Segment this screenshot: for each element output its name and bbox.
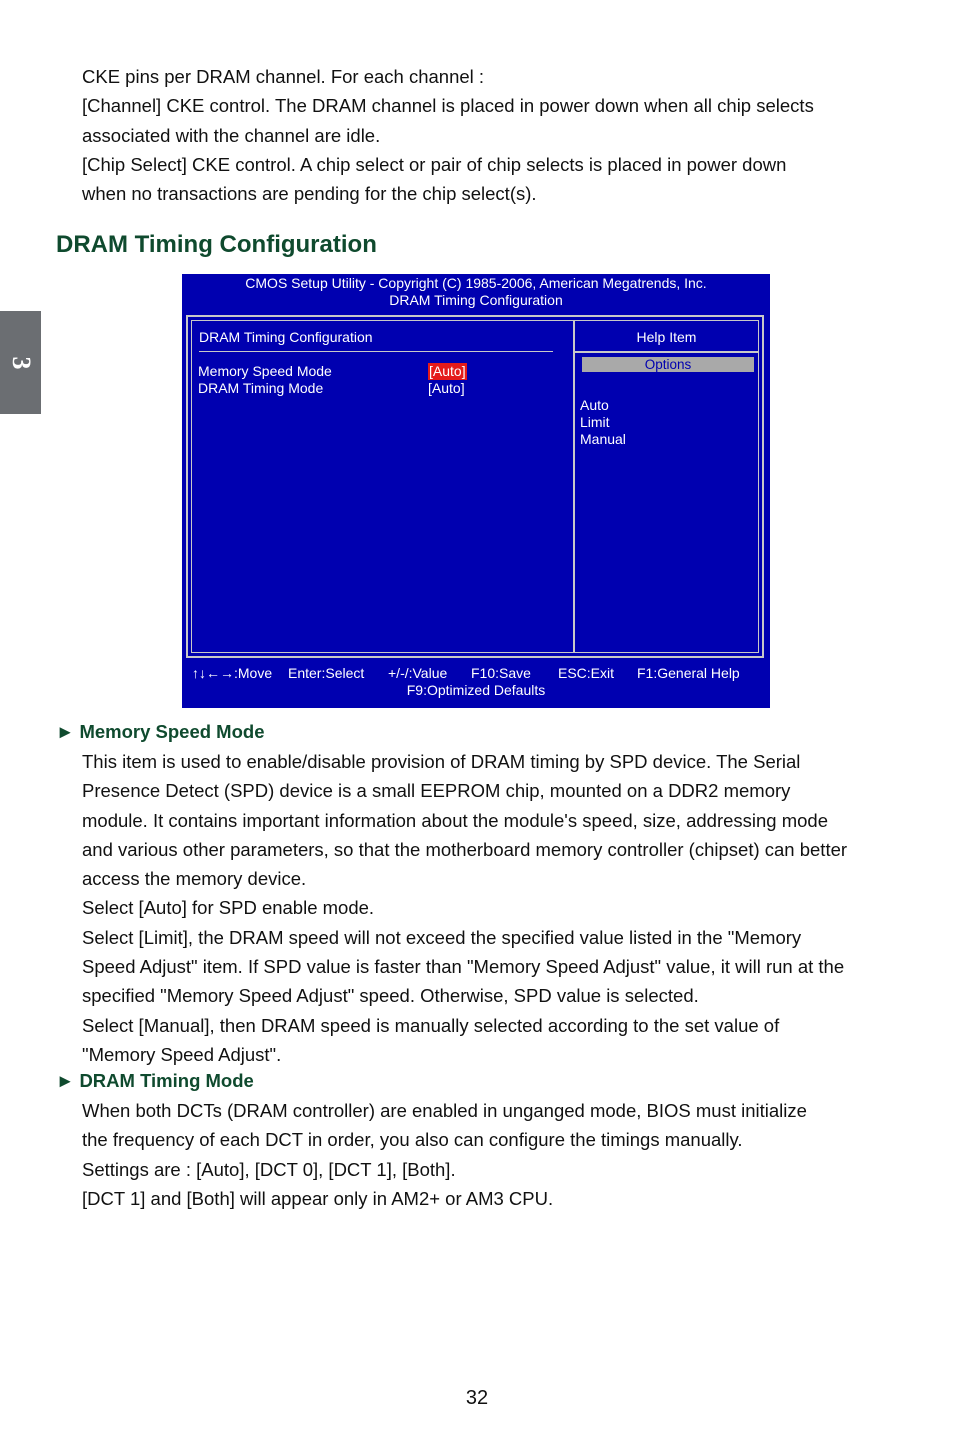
bios-item-label: Memory Speed Mode — [198, 363, 332, 379]
bios-item-label: DRAM Timing Mode — [198, 380, 324, 396]
key-save: F10:Save — [471, 665, 531, 681]
memory-speed-mode-description — [82, 747, 902, 1069]
text-line: "Memory Speed Adjust". — [82, 1043, 282, 1065]
text-line: When both DCTs (DRAM controller) are enabled in unganged mode, BIOS must initialize — [82, 1100, 807, 1121]
dram-timing-mode-description — [82, 1096, 902, 1213]
bios-panel-divider — [573, 321, 575, 652]
bios-options-bar: Options — [582, 357, 754, 372]
text-line: specified "Memory Speed Adjust" speed. Otherwise, SPD value is selected. — [82, 985, 699, 1007]
bios-screenshot — [182, 274, 770, 708]
text-line: Settings are : [Auto], [DCT 0], [DCT 1], [Both]. — [82, 1158, 456, 1180]
key-exit: ESC:Exit — [558, 665, 615, 681]
bios-right-rule — [575, 351, 758, 353]
bios-screen-title: DRAM Timing Configuration — [389, 292, 563, 308]
memory-speed-mode-heading: ► Memory Speed Mode — [56, 721, 265, 742]
text-line: module. It contains important information about the module's speed, size, addressing mode — [82, 809, 829, 831]
bios-header — [182, 275, 770, 309]
text-line: Presence Detect (SPD) device is a small EEPROM chip, mounted on a DDR2 memory — [82, 780, 791, 802]
text-line: access the memory device. — [82, 868, 307, 890]
bios-item-value-selected[interactable]: [Auto] — [429, 363, 466, 379]
text-line: Select [Limit], the DRAM speed will not exceed the specified value listed in the "Memory — [82, 926, 802, 948]
text-line: [Channel] CKE control. The DRAM channel is placed in power down when all chip selects — [82, 95, 814, 117]
text-line: Speed Adjust" item. If SPD value is faster than "Memory Speed Adjust" value, it will run at the — [82, 956, 845, 978]
intro-paragraph — [82, 62, 902, 208]
bios-item-value[interactable]: [Auto] — [428, 380, 465, 396]
bios-help-title: Help Item — [636, 329, 697, 345]
bios-inner-frame — [191, 320, 759, 653]
bios-left-rule — [199, 351, 553, 352]
bios-item-dram-timing-mode[interactable] — [198, 380, 558, 397]
text-line: associated with the channel are idle. — [82, 124, 381, 146]
key-defaults: F9:Optimized Defaults — [406, 682, 546, 698]
bios-key-legend — [182, 665, 770, 682]
bios-copyright: CMOS Setup Utility - Copyright (C) 1985-2006, American Megatrends, Inc. — [245, 275, 707, 291]
text-line: the frequency of each DCT in order, you also can configure the timings manually. — [82, 1129, 743, 1151]
section-title: DRAM Timing Configuration — [56, 231, 377, 258]
chapter-side-tab — [0, 311, 41, 414]
text-line: Select [Auto] for SPD enable mode. — [82, 897, 375, 919]
dram-timing-mode-heading: ► DRAM Timing Mode — [56, 1070, 254, 1091]
bios-option[interactable]: Auto — [580, 397, 609, 413]
key-help: F1:General Help — [637, 665, 740, 681]
text-line: CKE pins per DRAM channel. For each channel : — [82, 66, 485, 87]
chapter-number: 3 — [6, 356, 36, 369]
text-line: and various other parameters, so that the motherboard memory controller (chipset) can better — [82, 838, 848, 860]
bios-options-list — [580, 397, 626, 448]
bios-main-frame — [186, 315, 764, 658]
bios-option[interactable]: Manual — [580, 431, 626, 447]
bios-footer — [182, 665, 770, 699]
bios-item-memory-speed-mode[interactable] — [198, 363, 558, 380]
text-line: Select [Manual], then DRAM speed is manually selected according to the set value of — [82, 1014, 780, 1036]
bios-left-title: DRAM Timing Configuration — [199, 329, 373, 345]
bios-option[interactable]: Limit — [580, 414, 610, 430]
key-move: ↑↓←→:Move — [192, 665, 273, 681]
text-line: when no transactions are pending for the chip select(s). — [82, 183, 537, 205]
text-line: [Chip Select] CKE control. A chip select or pair of chip selects is placed in power down — [82, 153, 787, 175]
page-number: 32 — [465, 1387, 489, 1409]
key-select: Enter:Select — [288, 665, 365, 681]
text-line: [DCT 1] and [Both] will appear only in AM2+ or AM3 CPU. — [82, 1187, 554, 1209]
key-value: +/-/:Value — [388, 665, 448, 681]
text-line: This item is used to enable/disable provision of DRAM timing by SPD device. The Serial — [82, 751, 801, 772]
